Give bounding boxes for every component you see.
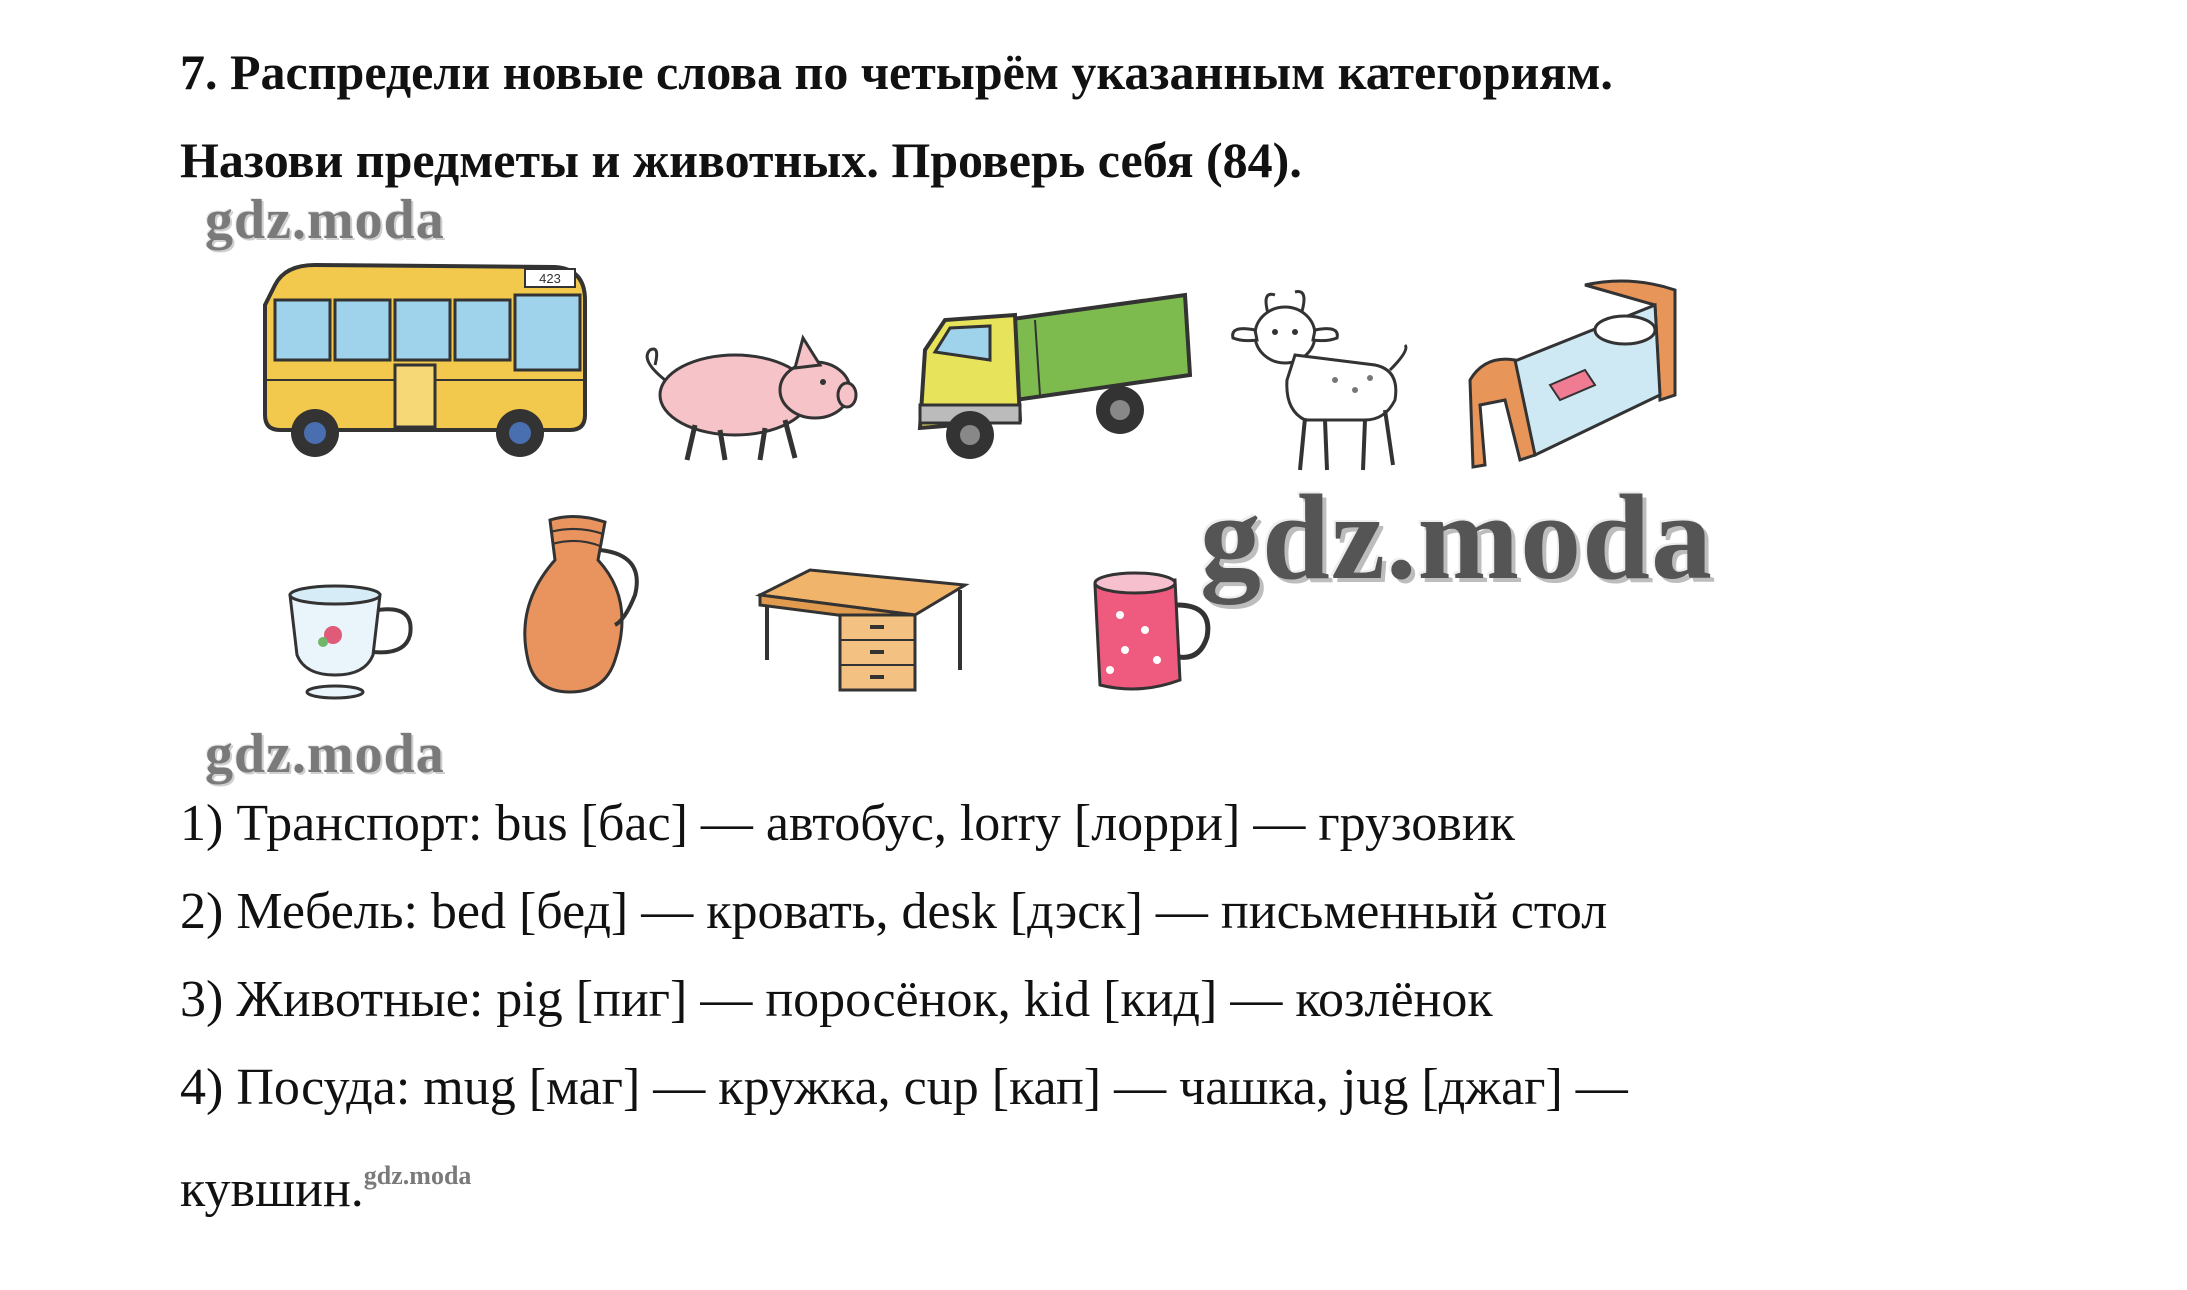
mug-picture <box>1085 565 1215 705</box>
bus-icon <box>255 255 595 475</box>
cup-picture <box>285 580 420 700</box>
pig-picture <box>625 320 865 470</box>
answer-line-animals: 3) Животные: pig [пиг] — поросёнок, kid [кид] — козлёнок <box>180 971 1493 1028</box>
kid-goat-picture <box>1215 280 1425 480</box>
bed-icon <box>1465 275 1685 475</box>
answer-line-dishes: 4) Посуда: mug [маг] — кружка, cup [кап] — чашка, jug [джаг] — <box>180 1059 1628 1116</box>
bed-picture <box>1465 275 1685 475</box>
mug-icon <box>1085 565 1215 705</box>
lorry-picture <box>905 280 1195 470</box>
answer-line-transport: 1) Транспорт: bus [бас] — автобус, lorry [лорри] — грузовик <box>180 795 1515 852</box>
answer-line-dishes-end: кувшин. <box>180 1161 364 1218</box>
task-heading <box>180 28 2080 204</box>
watermark-top: gdz.moda <box>205 189 445 251</box>
jug-picture <box>520 510 650 700</box>
desk-icon <box>755 560 975 700</box>
task-heading-line-1: 7. Распредели новые слова по четырём указанным категориям. <box>180 44 1613 100</box>
task-heading-line-2: Назови предметы и животных. Проверь себя (84). <box>180 132 1302 188</box>
answer-list <box>180 780 2130 1234</box>
watermark-inline: gdz.moda <box>363 1161 472 1190</box>
answer-line-dishes-continued <box>180 1132 2130 1234</box>
jug-icon <box>520 510 650 700</box>
watermark-large: gdz.moda <box>1200 470 1713 605</box>
lorry-icon <box>905 280 1195 470</box>
watermark-middle: gdz.moda <box>205 723 445 785</box>
pig-icon <box>625 320 865 470</box>
bus-picture <box>255 255 595 475</box>
bus-number: 423 <box>539 271 561 286</box>
kid-goat-icon <box>1215 280 1425 480</box>
answer-line-furniture: 2) Мебель: bed [бед] — кровать, desk [дэск] — письменный стол <box>180 883 1608 940</box>
desk-picture <box>755 560 975 700</box>
cup-icon <box>285 580 420 700</box>
